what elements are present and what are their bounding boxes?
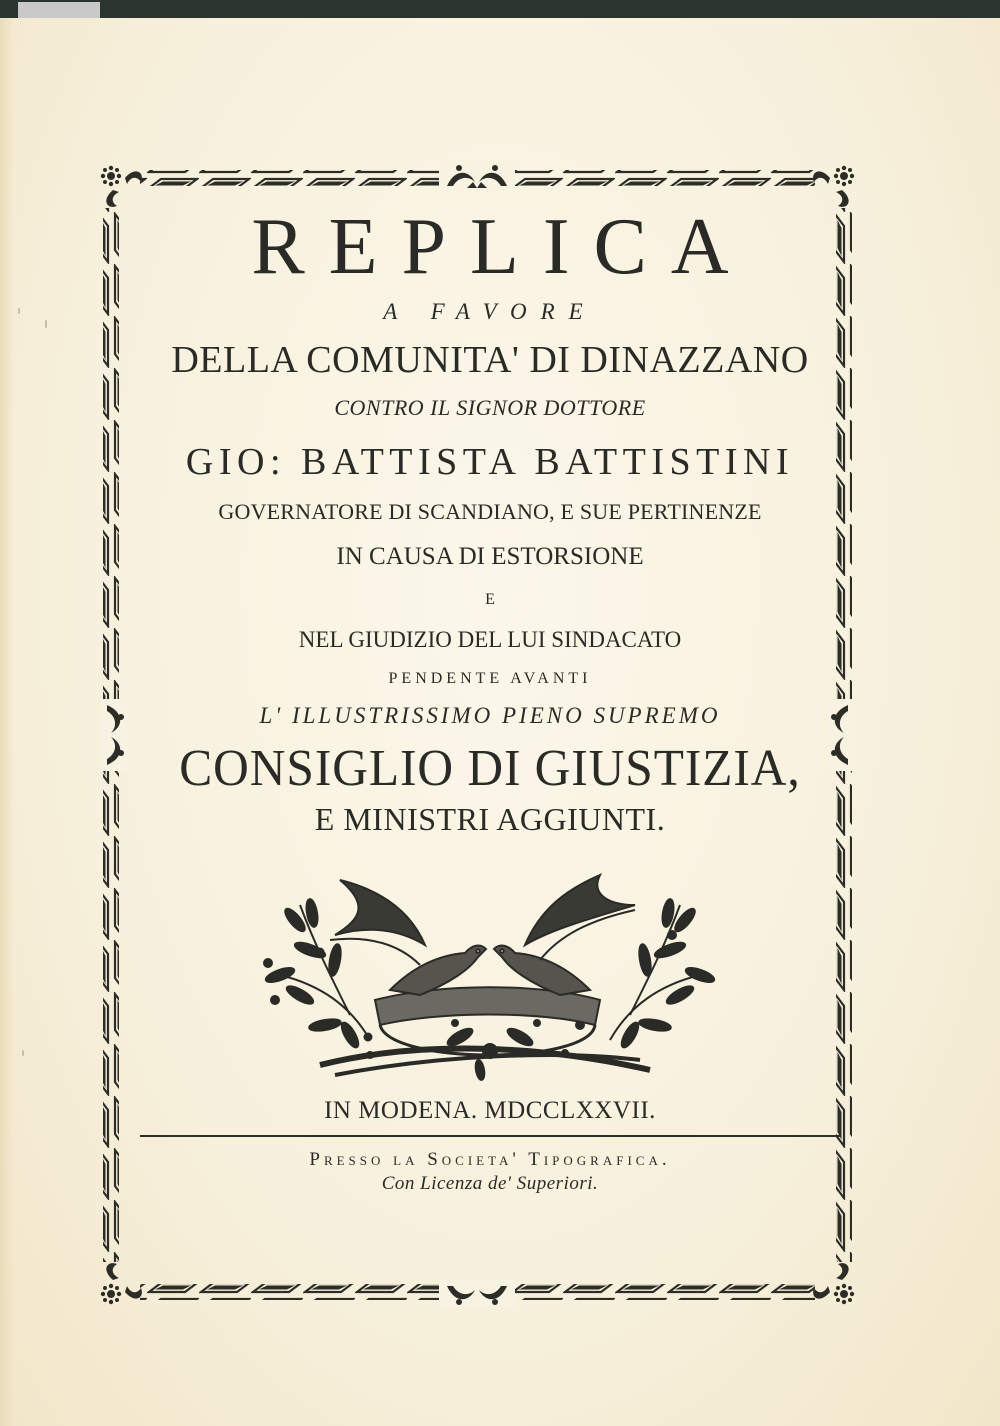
imprint-printer: Presso la Societa' Tipografica.	[309, 1149, 671, 1170]
defendant-office: GOVERNATORE DI SCANDIANO, E SUE PERTINENZE	[218, 499, 762, 524]
two-doves-laurel-wreath-icon	[240, 865, 740, 1095]
pendente-line: PENDENTE AVANTI	[388, 670, 592, 687]
judgment-line: NEL GIUDIZIO DEL LUI SINDACATO	[298, 627, 682, 652]
case-subject: IN CAUSA DI ESTORSIONE	[336, 543, 644, 570]
illustrissimo-line: L' ILLUSTRISSIMO PIENO SUPREMO	[259, 703, 721, 728]
subtitle-a-favore: A FAVORE	[383, 299, 597, 324]
imprint-place-date: IN MODENA. MDCCLXXVII.	[324, 1097, 656, 1124]
title-block	[130, 205, 850, 1195]
paper-edge	[0, 18, 14, 1426]
main-title: REPLICA	[251, 203, 753, 291]
party-comunita: DELLA COMUNITA' DI DINAZZANO	[171, 339, 809, 381]
court-name: CONSIGLIO DI GIUSTIZIA,	[179, 740, 801, 797]
paper-speck	[22, 1050, 24, 1056]
paper-speck	[18, 308, 20, 314]
paper-speck	[45, 320, 47, 328]
scan-edge-tab	[18, 2, 100, 18]
defendant-name: GIO: BATTISTA BATTISTINI	[185, 441, 795, 483]
imprint-rule	[140, 1135, 840, 1137]
contro-line: CONTRO IL SIGNOR DOTTORE	[334, 395, 646, 420]
imprint-license: Con Licenza de' Superiori.	[381, 1173, 599, 1194]
court-ministers: E MINISTRI AGGIUNTI.	[314, 801, 666, 837]
conjunction: E	[485, 591, 495, 608]
